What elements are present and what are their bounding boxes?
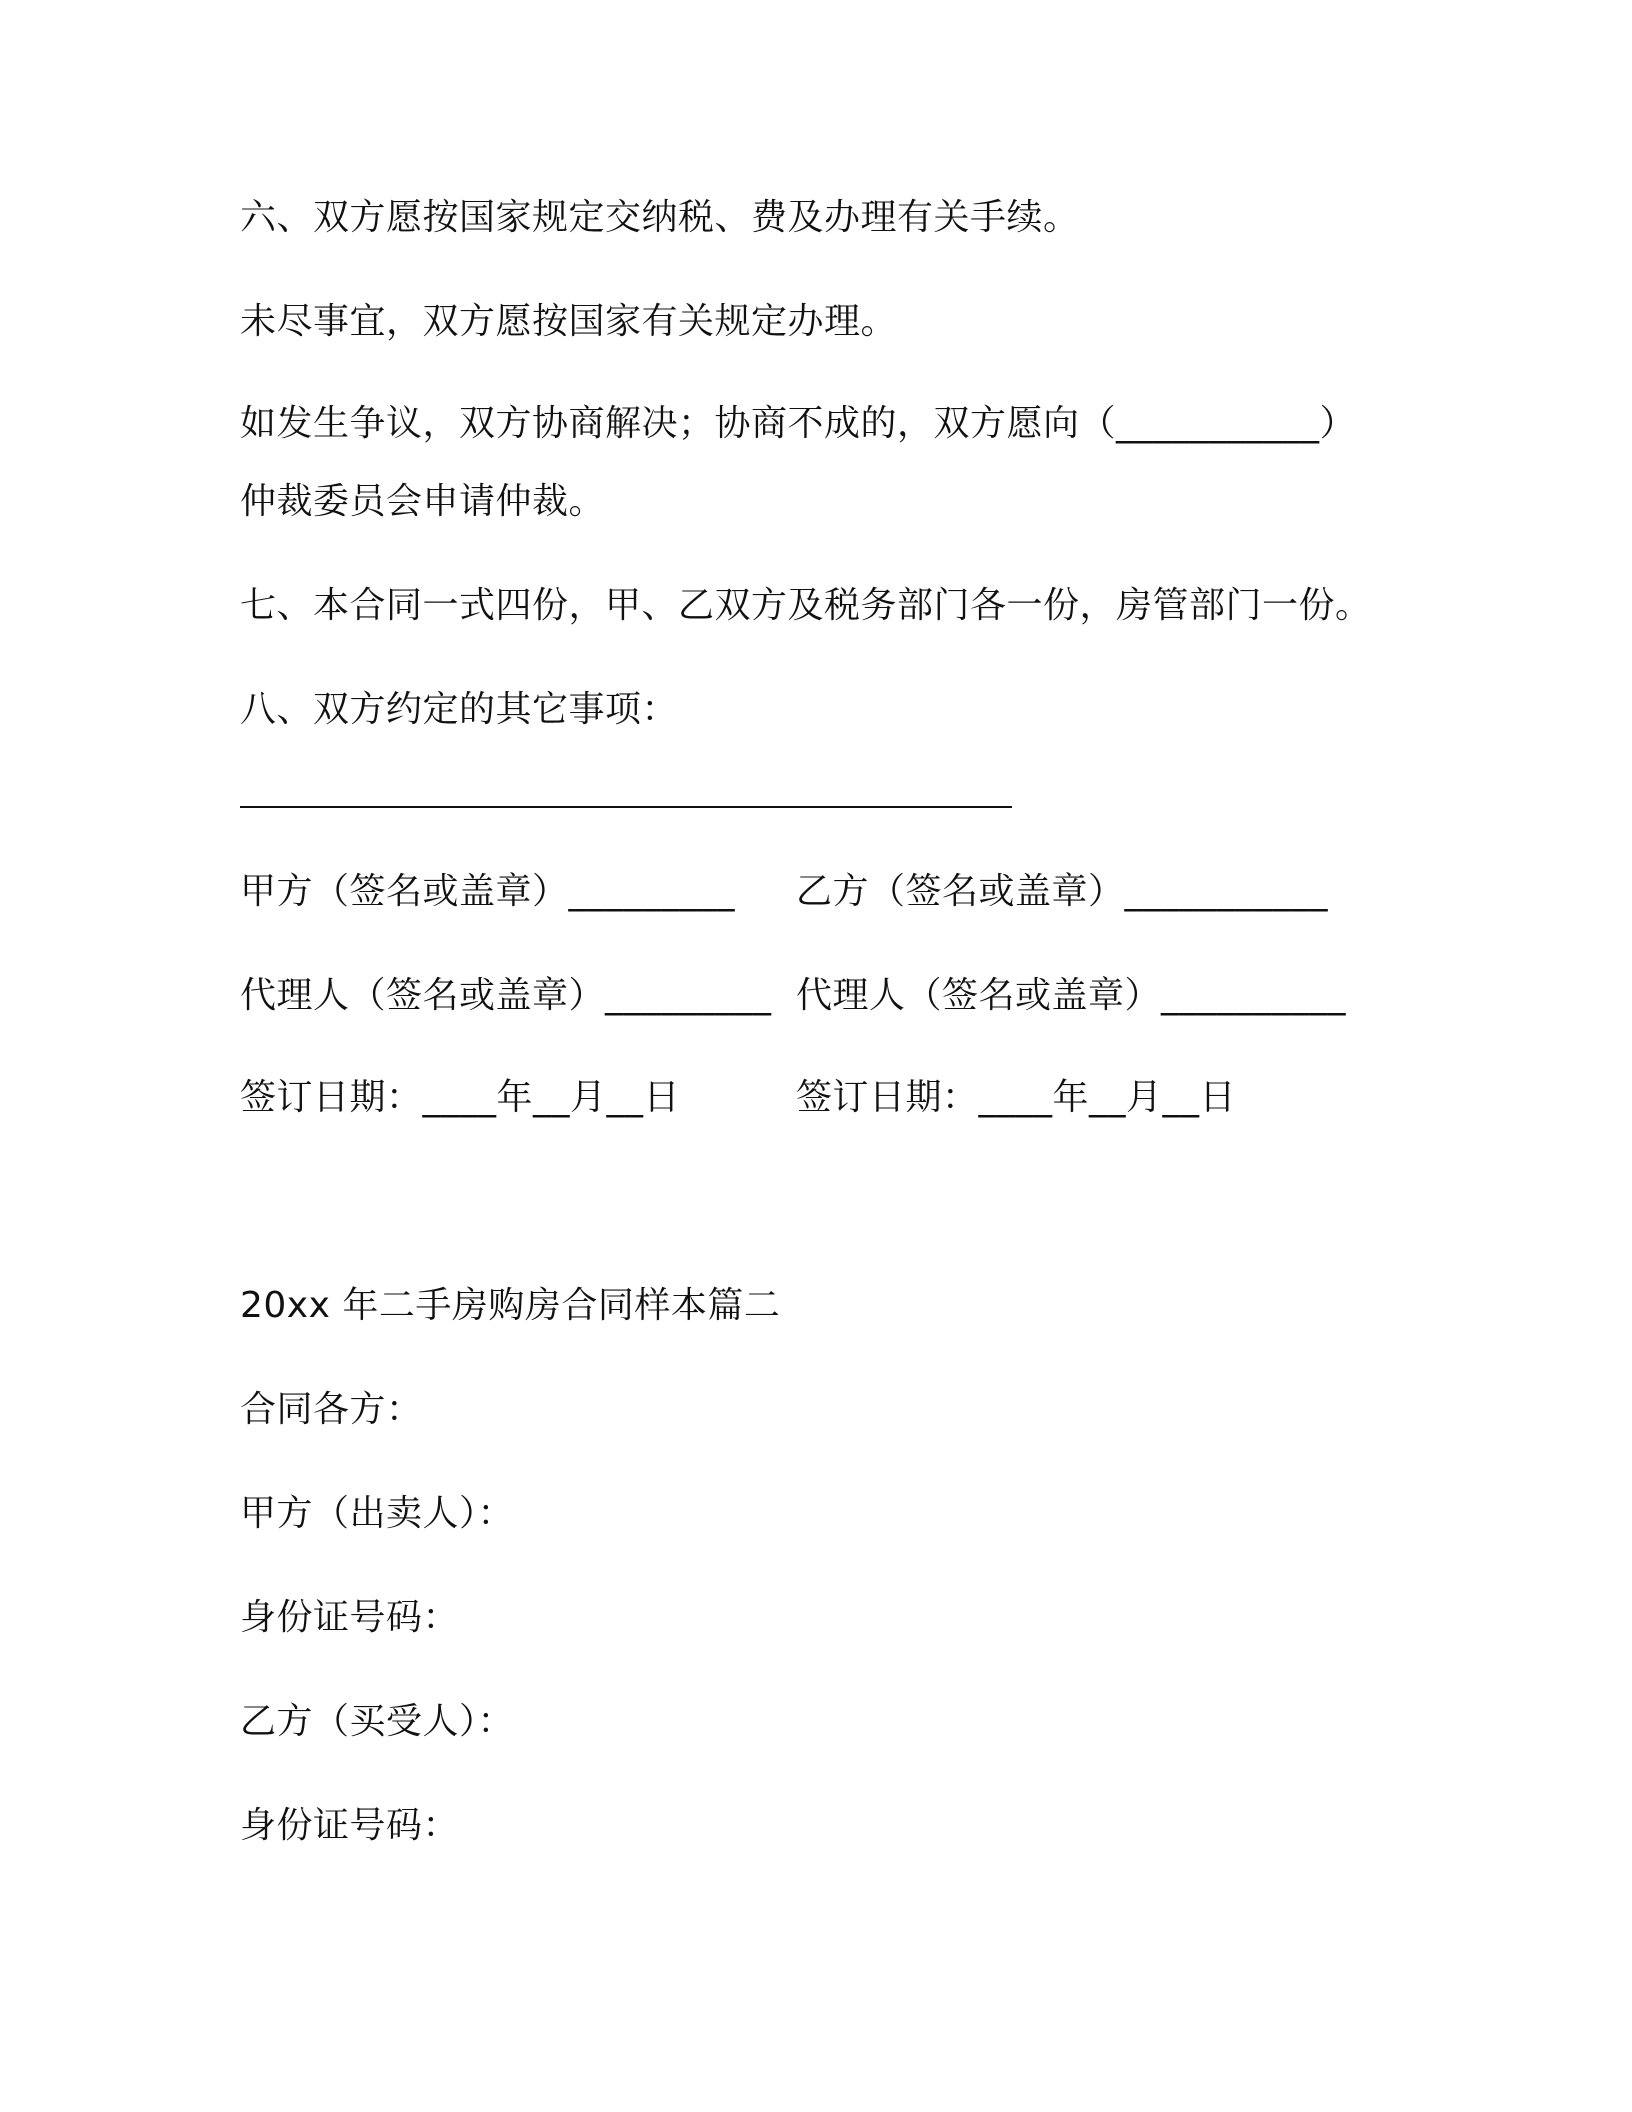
dispute-line-2: 仲裁委员会申请仲裁。 (240, 481, 606, 522)
sign-date-a: 签订日期：____年__月__日 (240, 1077, 681, 1118)
party-b-signature: 乙方（签名或盖章）___________ (796, 871, 1329, 912)
seller-id-label: 身份证号码： (240, 1597, 460, 1638)
section-title: 20xx 年二手房购房合同样本篇二 (240, 1285, 781, 1326)
buyer-label: 乙方（买受人）： (240, 1701, 515, 1742)
party-a-signature: 甲方（签名或盖章）_________ (240, 871, 736, 912)
clause-six: 六、双方愿按国家规定交纳税、费及办理有关手续。 (240, 197, 1080, 238)
parties-label: 合同各方： (240, 1389, 423, 1430)
buyer-id-label: 身份证号码： (240, 1805, 460, 1846)
agent-a-signature: 代理人（签名或盖章）_________ (240, 975, 772, 1016)
clause-seven: 七、本合同一式四份，甲、乙双方及税务部门各一份，房管部门一份。 (240, 585, 1372, 626)
blank-rule (240, 806, 1012, 808)
agent-b-signature: 代理人（签名或盖章）__________ (796, 975, 1347, 1016)
seller-label: 甲方（出卖人）： (240, 1493, 515, 1534)
clause-eight: 八、双方约定的其它事项： (240, 689, 679, 730)
sign-date-b: 签订日期：____年__月__日 (796, 1077, 1237, 1118)
dispute-line-1: 如发生争议，双方协商解决；协商不成的，双方愿向（___________） (240, 403, 1357, 444)
unfinished-matters: 未尽事宜，双方愿按国家有关规定办理。 (240, 301, 898, 342)
